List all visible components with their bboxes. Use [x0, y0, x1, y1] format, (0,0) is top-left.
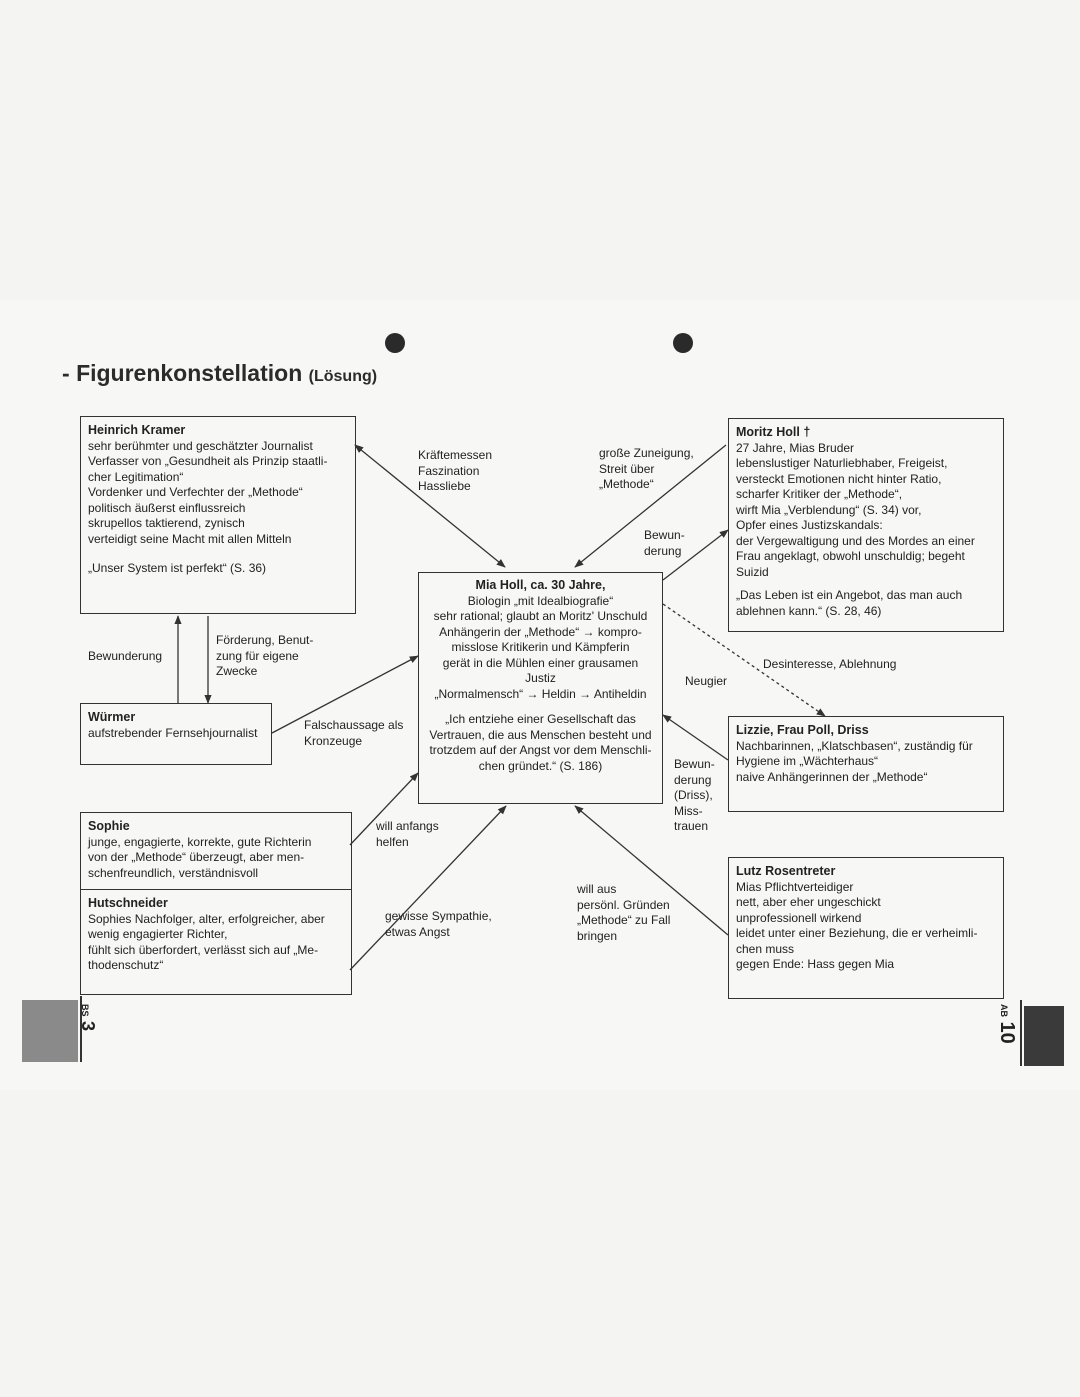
page-marker-bs: BS 3 [78, 1004, 98, 1031]
relation-label-mia-lizzie: Bewun- derung (Driss), Miss- trauen [674, 757, 715, 833]
character-quote: „Das Leben ist ein Angebot, das man auch [736, 588, 963, 602]
character-quote: Vertrauen, die aus Menschen besteht und [429, 727, 652, 742]
character-trait: sehr rational; glaubt an Moritz' Unschuld [433, 609, 648, 623]
page-marker-ab: AB 10 [996, 1004, 1018, 1044]
character-name: Sophie [88, 819, 130, 833]
relation-label-kramer-mia: Kräftemessen Faszination Hassliebe [418, 448, 493, 493]
character-name: Heinrich Kramer [88, 423, 186, 437]
character-quote: trotzdem auf der Angst vor dem Menschli- [429, 743, 652, 757]
character-trait: junge, engagierte, korrekte, gute Richterin [88, 834, 312, 849]
character-name: Würmer [88, 710, 136, 724]
character-quote: „Ich entziehe einer Gesellschaft das [445, 712, 636, 726]
character-trait: Mias Pflichtverteidiger [736, 879, 854, 894]
character-box-kramer [80, 416, 356, 614]
character-name: Mia Holl, ca. 30 Jahre, [475, 578, 606, 592]
character-trait: der Vergewaltigung und des Mordes an einer [736, 533, 975, 548]
character-trait: Verfasser von „Gesundheit als Prinzip staatli- [88, 454, 328, 468]
title-subtitle: (Lösung) [308, 368, 378, 385]
character-box-sophie [80, 812, 352, 890]
relation-label-kramer-wuermer: Förderung, Benut- zung für eigene Zwecke [216, 633, 314, 678]
character-trait: wirft Mia „Verblendung“ (S. 34) vor, [736, 502, 922, 517]
character-trait: Anhängerin der „Methode“ → kompro- [439, 624, 642, 639]
character-box-wuermer [80, 703, 272, 765]
character-trait: politisch äußerst einflussreich [88, 500, 246, 515]
character-box-moritz [728, 418, 1004, 632]
relation-label-sophie-mia: will anfangs helfen [376, 819, 439, 849]
character-trait: Vordenker und Verfechter der „Methode“ [88, 485, 303, 499]
character-trait: Nachbarinnen, „Klatschbasen“, zuständig für [736, 738, 973, 753]
character-name: Lizzie, Frau Poll, Driss [736, 723, 869, 737]
relation-label-neugier: Neugier [685, 674, 728, 688]
character-trait: naive Anhängerinnen der „Methode“ [736, 769, 928, 784]
character-trait: aufstrebender Fernsehjournalist [88, 725, 258, 740]
character-trait: Hygiene im „Wächterhaus“ [736, 754, 879, 768]
character-trait: verteidigt seine Macht mit allen Mitteln [88, 531, 292, 546]
character-trait: thodenschutz“ [88, 958, 164, 972]
character-trait: gerät in die Mühlen einer grausamen [442, 655, 639, 670]
character-trait: wenig engagierter Richter, [88, 927, 228, 941]
character-quote: „Unser System ist perfekt“ (S. 36) [88, 561, 267, 575]
right-page-tab [1024, 1006, 1064, 1066]
character-trait: Suizid [736, 564, 769, 579]
title-dash: - [62, 360, 77, 386]
character-trait: Sophies Nachfolger, alter, erfolgreicher, aber [88, 911, 325, 926]
character-trait: Opfer eines Justizskandals: [736, 518, 883, 532]
arrow-lizzie-mia [663, 715, 728, 760]
character-trait: schenfreundlich, verständnisvoll [88, 865, 259, 880]
character-trait: Frau angeklagt, obwohl unschuldig; begeht [736, 549, 965, 563]
character-trait: fühlt sich überfordert, verlässt sich auf „Me- [88, 942, 319, 957]
character-name: Lutz Rosentreter [736, 864, 836, 878]
character-name: Hutschneider [88, 896, 168, 910]
character-box-lutz [728, 857, 1004, 999]
character-trait: Biologin „mit Idealbiografie“ [467, 593, 614, 608]
relation-label-lutz-mia: will aus persönl. Gründen „Methode“ zu Fall bringen [577, 882, 671, 943]
character-trait: von der „Methode“ überzeugt, aber men- [88, 850, 305, 864]
character-box-mia [418, 572, 663, 804]
character-trait: gegen Ende: Hass gegen Mia [736, 957, 895, 971]
character-box-hutschneider [80, 889, 352, 995]
relation-label-hutschneider-mia: gewisse Sympathie, etwas Angst [385, 909, 492, 939]
character-trait: sehr berühmter und geschätzter Journalist [88, 438, 313, 453]
character-trait: skrupellos taktierend, zynisch [88, 516, 245, 530]
relation-label-desinteresse: Desinteresse, Ablehnung [763, 657, 897, 671]
character-trait: nett, aber eher ungeschickt [736, 895, 881, 909]
character-trait: „Normalmensch“ → Heldin → Antiheldin [434, 686, 647, 701]
character-trait: lebenslustiger Naturliebhaber, Freigeist, [736, 456, 948, 470]
character-trait: leidet unter einer Beziehung, die er verheimli- [736, 926, 978, 940]
character-trait: misslose Kritikerin und Kämpferin [451, 640, 630, 654]
relation-label-wuermer-kramer: Bewunderung [88, 649, 163, 663]
character-quote: ablehnen kann.“ (S. 28, 46) [736, 603, 882, 618]
character-trait: scharfer Kritiker der „Methode“, [736, 487, 903, 501]
character-trait: chen muss [736, 941, 795, 956]
page-title: - Figurenkonstellation (Lösung) [62, 360, 378, 386]
character-trait: cher Legitimation“ [88, 469, 184, 484]
relation-label-wuermer-mia: Falschaussage als Kronzeuge [304, 718, 404, 748]
relation-label-mia-moritz: Bewun- derung [644, 528, 685, 558]
character-trait: versteckt Emotionen nicht hinter Ratio, [736, 471, 942, 486]
character-quote: chen gründet.“ (S. 186) [478, 758, 603, 773]
right-page-tab-line [1020, 1000, 1022, 1066]
character-trait: Justiz [525, 671, 556, 685]
character-box-lizzie [728, 716, 1004, 812]
left-page-tab [22, 1000, 78, 1062]
character-trait: 27 Jahre, Mias Bruder [736, 440, 855, 455]
character-trait: unprofessionell wirkend [736, 910, 862, 925]
character-name: Moritz Holl † [736, 425, 811, 439]
relation-label-moritz-mia: große Zuneigung, Streit über „Methode“ [599, 446, 694, 491]
